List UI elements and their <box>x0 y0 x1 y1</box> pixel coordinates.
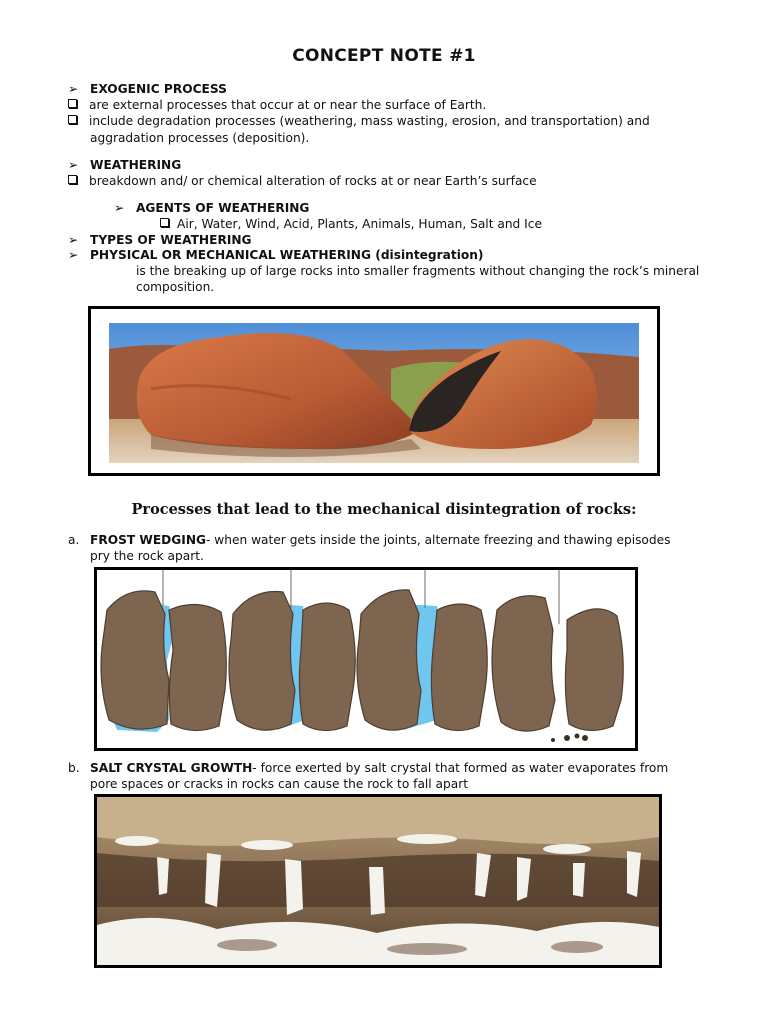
frost-letter: a. <box>68 533 80 547</box>
frost-wedging-illustration <box>97 570 635 748</box>
arrowhead-bullet-icon: ➢ <box>68 82 79 96</box>
types-heading-row <box>68 232 252 248</box>
salt-letter: b. <box>68 761 80 775</box>
exogenic-bullet-2-text: include degradation processes (weathering, mass wasting, erosion, and transportation) and <box>89 114 650 128</box>
salt-line-1 <box>68 760 668 776</box>
frost-desc-1: - when water gets inside the joints, alternate freezing and thawing episodes <box>206 533 671 547</box>
arrowhead-bullet-icon: ➢ <box>68 158 79 172</box>
split-rock-illustration <box>91 309 657 473</box>
physical-heading: PHYSICAL OR MECHANICAL WEATHERING (disintegration) <box>90 248 484 262</box>
salt-desc-2: pore spaces or cracks in rocks can cause the rock to fall apart <box>90 777 469 791</box>
arrowhead-bullet-icon: ➢ <box>114 201 125 215</box>
salt-crystal-image <box>94 794 662 968</box>
physical-desc-2: composition. <box>136 280 215 294</box>
salt-desc-1: - force exerted by salt crystal that formed as water evaporates from <box>252 761 669 775</box>
checkbox-bullet-icon <box>68 175 77 184</box>
frost-term: FROST WEDGING <box>90 533 207 547</box>
exogenic-bullet-1-text: are external processes that occur at or near the surface of Earth. <box>89 98 487 112</box>
checkbox-bullet-icon <box>160 218 169 227</box>
exogenic-heading-row <box>68 81 227 97</box>
physical-desc-1: is the breaking up of large rocks into smaller fragments without changing the rock’s mineral <box>136 264 700 278</box>
exogenic-bullet-1 <box>68 97 486 113</box>
exogenic-bullet-2 <box>68 113 650 129</box>
arrowhead-bullet-icon: ➢ <box>68 248 79 262</box>
agents-list-text: Air, Water, Wind, Acid, Plants, Animals, Human, Salt and Ice <box>177 217 542 231</box>
arrowhead-bullet-icon: ➢ <box>68 233 79 247</box>
types-heading: TYPES OF WEATHERING <box>90 233 252 247</box>
salt-crystal-illustration <box>97 797 659 965</box>
checkbox-bullet-icon <box>68 99 77 108</box>
page-title: CONCEPT NOTE #1 <box>292 46 476 66</box>
exogenic-bullet-2-cont: aggradation processes (deposition). <box>90 131 310 145</box>
agents-heading-row <box>114 200 309 216</box>
salt-term: SALT CRYSTAL GROWTH <box>90 761 253 775</box>
processes-heading: Processes that lead to the mechanical disintegration of rocks: <box>131 501 637 518</box>
frost-wedging-image <box>94 567 638 751</box>
frost-line-1 <box>68 532 670 548</box>
weathering-heading-row <box>68 157 181 173</box>
weathering-bullet-1 <box>68 173 537 189</box>
weathering-bullet-1-text: breakdown and/ or chemical alteration of rocks at or near Earth’s surface <box>89 174 537 188</box>
agents-list <box>160 216 542 232</box>
physical-heading-row <box>68 247 484 263</box>
agents-heading: AGENTS OF WEATHERING <box>136 201 310 215</box>
exogenic-heading: EXOGENIC PROCESS <box>90 82 227 96</box>
frost-desc-2: pry the rock apart. <box>90 549 204 563</box>
split-rock-image <box>88 306 660 476</box>
checkbox-bullet-icon <box>68 115 77 124</box>
weathering-heading: WEATHERING <box>90 158 182 172</box>
